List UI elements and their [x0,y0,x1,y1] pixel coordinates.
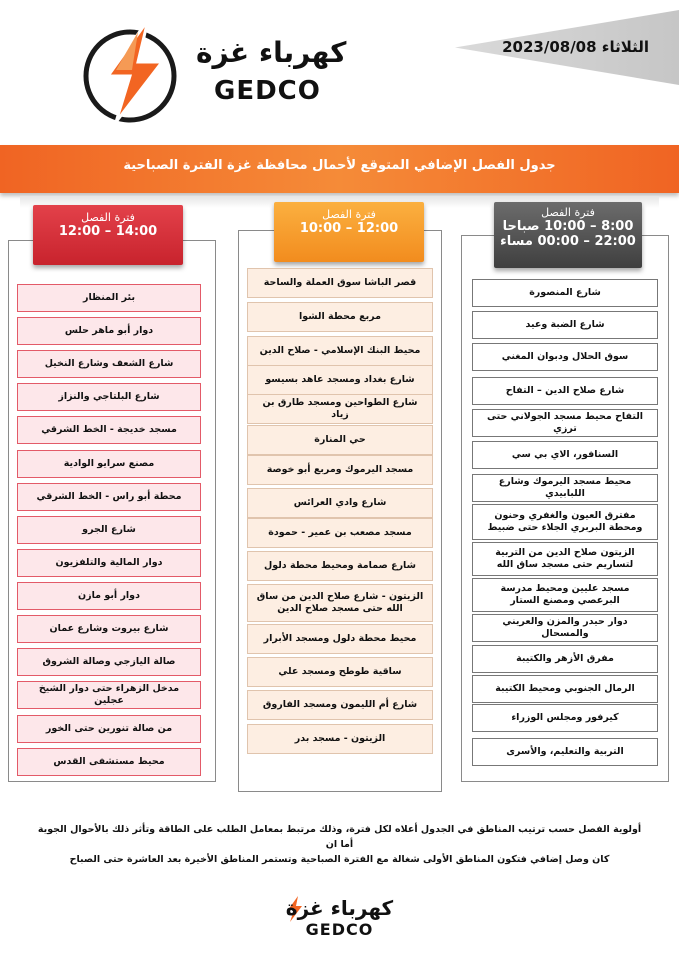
area-item: شارع البلتاجي والنزاز [17,383,201,411]
area-item: محيط البنك الإسلامي - صلاح الدين [247,336,433,366]
area-item: ساقية طوطح ومسجد علي [247,657,433,687]
area-item: شارع أم الليمون ومسجد الفاروق [247,690,433,720]
area-item: كيرفور ومجلس الوزراء [472,704,658,732]
area-item: الرمال الجنوبي ومحيط الكتيبة [472,675,658,703]
area-item: السنافور، الاي بي سي [472,441,658,469]
area-item: دوار حيدر والمزن والعريني والمسحال [472,614,658,642]
area-item: التربية والتعليم، والأسرى [472,738,658,766]
area-item: مدخل الزهراء حتى دوار الشيخ عجلين [17,681,201,709]
area-item: الزيتون صلاح الدين من التربية لتساريم حتى مسجد ساق الله [472,542,658,576]
area-item: مسجد عليين ومحيط مدرسة البرعصي ومصنع الستار [472,578,658,612]
area-item: دوار أبو مازن [17,582,201,610]
date-label: الثلاثاء 2023/08/08 [502,38,649,56]
area-item: دوار أبو ماهر حلس [17,317,201,345]
area-item: شارع بيروت وشارع عمان [17,615,201,643]
period-tag-left [33,205,183,265]
area-item: الزيتون - شارع صلاح الدين من ساق الله حتى مسجد صلاح الدين [247,584,433,622]
area-item: صالة اليازجي وصالة الشروق [17,648,201,676]
area-item: سوق الحلال ودبوان المغني [472,343,658,371]
area-item: بئر المنظار [17,284,201,312]
area-item: محطة أبو راس - الخط الشرقي [17,483,201,511]
period-time: 14:00 – 12:00 [58,224,158,239]
period-label: فترة الفصل [322,208,376,221]
area-item: مسجد مصعب بن عمير - حمودة [247,518,433,548]
area-item: مفترق العيون والغفري وحنون ومحطة البربري الجلاء حتى ضبيط [472,504,658,540]
area-item: قصر الباشا سوق العملة والساحة [247,268,433,298]
area-item: مفرق الأزهر والكتيبة [472,645,658,673]
area-item: الزيتون - مسجد بدر [247,724,433,754]
footer-logo-english: GEDCO [305,920,374,939]
area-item: شارع صلاح الدين – التفاح [472,377,658,405]
period-time-evening: 22:00 – 00:00 مساء [500,234,636,249]
area-item: مسجد اليرموك ومربع أبو خوصة [247,455,433,485]
period-time-morning: 8:00 – 10:00 صباحا [502,219,634,234]
area-item: محيط مسجد اليرموك وشارع اللبابيدي [472,474,658,502]
footer-logo-arabic: كهرباء غزة [285,896,394,920]
logo-english-text: GEDCO [214,76,321,106]
banner-title: جدول الفصل الإضافي المتوقع لأحمال محافظة غزة الفترة الصباحية [123,158,556,173]
area-item: شارع الجرو [17,516,201,544]
priority-note-line-1: أولوية الفصل حسب ترتيب المناطق في الجدول أعلاه لكل فترة، وذلك مرتبط بمعامل الطلب على الطاقة وتأثر ذلك بالأحوال الجوية أما ان [37,824,642,851]
period-label: فترة الفصل [81,211,135,224]
area-item: شارع المنصورة [472,279,658,307]
area-item: محيط مستشفى القدس [17,748,201,776]
period-label: فترة الفصل [541,206,595,219]
area-item: شارع الشعف وشارع النخيل [17,350,201,378]
area-item: شارع بغداد ومسجد عاهد بسيسو [247,365,433,395]
area-item: حي المنارة [247,425,433,455]
logo-arabic-text: كهرباء غزة [196,36,347,69]
area-item: دوار المالية والتلفزيون [17,549,201,577]
period-time: 12:00 – 10:00 [299,221,399,236]
area-item: التفاح محيط مسجد الجولاني حتى ترزي [472,409,658,437]
area-item: شارع الطواحين ومسجد طارق بن زياد [247,394,433,424]
area-item: شارع وادي العرائس [247,488,433,518]
priority-note-line-2: كان وصل إضافي فتكون المناطق الأولى شغالة مع الفترة الصباحية وتستمر المناطق الأخيرة بعد العاشرة حتى الصباح [69,854,610,866]
area-item: مربع محطة الشوا [247,302,433,332]
period-tag-right [494,202,642,268]
area-item: مصنع سرايو الوادية [17,450,201,478]
area-item: مسجد خديجة - الخط الشرقي [17,416,201,444]
area-item: من صالة تنورين حتى الخور [17,715,201,743]
priority-note [30,822,649,868]
area-item: شارع الضبة وعيد [472,311,658,339]
gedco-logo-icon [78,18,188,128]
area-item: محيط محطة دلول ومسجد الأبرار [247,624,433,654]
period-tag-middle [274,202,424,262]
area-item: شارع صمامة ومحيط محطة دلول [247,551,433,581]
